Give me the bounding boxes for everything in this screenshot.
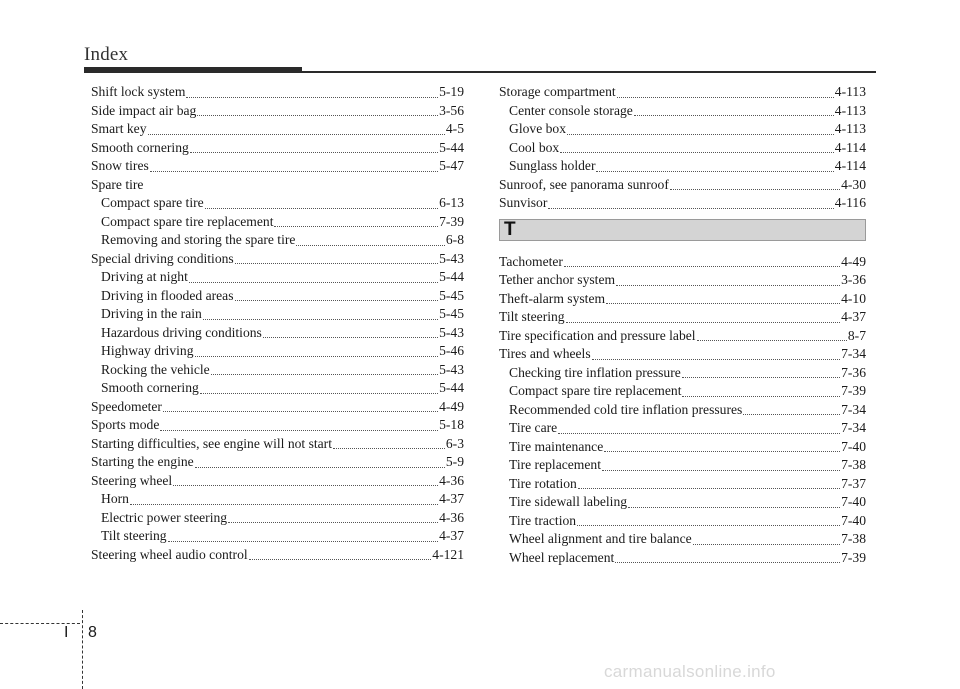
dot-leader	[670, 188, 840, 190]
dot-leader	[168, 540, 438, 542]
entry-page-ref: 7-39	[439, 213, 464, 229]
index-entry	[91, 139, 464, 158]
entry-label: Checking tire inflation pressure	[509, 364, 681, 380]
entry-label: Sunroof, see panorama sunroof	[499, 176, 669, 192]
entry-page-ref: 4-30	[841, 176, 866, 192]
index-entry	[499, 176, 866, 195]
index-column-left	[91, 83, 464, 564]
entry-label: Tire care	[509, 420, 558, 435]
index-entry	[91, 435, 464, 454]
dot-leader	[548, 207, 833, 209]
entry-page-ref: 4-116	[834, 195, 866, 210]
entry-page-ref: 4-113	[834, 121, 866, 136]
entry-label: Glove box	[509, 121, 567, 136]
entry-label: Horn	[101, 491, 129, 506]
entry-page-ref: 6-13	[439, 195, 464, 210]
index-entry	[499, 271, 866, 290]
index-entry	[91, 546, 464, 565]
entry-label: Tachometer	[499, 253, 563, 269]
index-entry	[499, 290, 866, 309]
index-subentry	[91, 342, 464, 361]
entry-label: Tether anchor system	[499, 272, 616, 287]
index-entry	[499, 327, 866, 346]
entry-label: Smooth cornering	[91, 139, 189, 155]
dot-leader	[205, 207, 438, 209]
entry-page-ref: 5-19	[439, 84, 464, 99]
dot-leader	[263, 336, 438, 338]
entry-label: Spare tire	[91, 176, 144, 192]
entry-page-ref: 4-10	[841, 290, 866, 306]
entry-label: Starting difficulties, see engine will not start	[91, 435, 332, 451]
entry-page-ref: 7-34	[841, 346, 866, 361]
entry-page-ref: 5-46	[439, 343, 464, 358]
entry-label: Electric power steering	[101, 509, 228, 525]
dot-leader	[211, 373, 438, 375]
dot-leader	[578, 487, 840, 489]
index-subentry	[91, 490, 464, 509]
entry-page-ref: 4-114	[834, 139, 866, 155]
header-rule	[84, 71, 876, 73]
dot-leader	[615, 561, 840, 563]
entry-label: Steering wheel audio control	[91, 546, 248, 562]
dot-leader	[189, 281, 438, 283]
dot-leader	[186, 96, 438, 98]
dot-leader	[190, 151, 438, 153]
dot-leader	[163, 410, 438, 412]
index-subentry	[91, 194, 464, 213]
index-subentry	[499, 382, 866, 401]
dot-leader	[682, 376, 840, 378]
entry-label: Tire replacement	[509, 457, 601, 472]
dot-leader	[197, 114, 438, 116]
entry-page-ref: 6-8	[445, 232, 464, 247]
entry-label: Sunglass holder	[509, 158, 596, 173]
entry-label: Snow tires	[91, 158, 149, 173]
entry-page-ref: 7-34	[841, 401, 866, 417]
entry-label: Smooth cornering	[101, 380, 199, 395]
watermark: carmanualsonline.info	[604, 662, 776, 681]
entry-page-ref: 7-39	[841, 549, 866, 565]
entry-label: Tire sidewall labeling	[509, 494, 628, 509]
dot-leader	[634, 114, 834, 116]
index-subentry	[499, 120, 866, 139]
entry-label: Smart key	[91, 121, 147, 136]
dot-leader	[558, 432, 840, 434]
entry-label: Tire maintenance	[509, 438, 604, 454]
entry-label: Cool box	[509, 139, 560, 155]
entry-page-ref: 7-38	[841, 457, 866, 472]
entry-page-ref: 5-45	[439, 306, 464, 321]
section-header-t	[499, 219, 866, 241]
index-subentry	[91, 305, 464, 324]
index-subentry	[91, 268, 464, 287]
entry-page-ref: 5-43	[439, 324, 464, 340]
entry-page-ref: 7-40	[841, 494, 866, 509]
index-subentry	[499, 549, 866, 568]
entry-label: Sports mode	[91, 417, 160, 432]
index-entry	[91, 472, 464, 491]
entry-page-ref: 4-113	[834, 84, 866, 99]
entry-label: Driving in flooded areas	[101, 287, 234, 303]
dot-leader	[173, 484, 438, 486]
entry-label: Tire traction	[509, 512, 577, 528]
dot-leader	[616, 284, 840, 286]
entry-page-ref: 7-38	[841, 531, 866, 546]
entry-label: Hazardous driving conditions	[101, 324, 262, 340]
dot-leader	[130, 503, 438, 505]
index-subentry	[499, 102, 866, 121]
entry-label: Tire specification and pressure label	[499, 327, 696, 343]
index-subentry	[91, 213, 464, 232]
entry-label: Storage compartment	[499, 84, 616, 99]
entry-page-ref: 5-45	[439, 287, 464, 303]
entry-page-ref: 4-37	[439, 491, 464, 506]
entry-page-ref: 7-39	[841, 383, 866, 398]
entry-page-ref: 7-40	[841, 512, 866, 528]
entry-label: Theft-alarm system	[499, 290, 606, 306]
entry-page-ref: 4-114	[834, 158, 866, 173]
index-entry	[499, 83, 866, 102]
entry-page-ref: 5-18	[439, 417, 464, 432]
index-subentry	[91, 287, 464, 306]
dot-leader	[560, 151, 834, 153]
dot-leader	[203, 318, 438, 320]
dot-leader	[693, 543, 840, 545]
index-subentry	[499, 419, 866, 438]
entry-page-ref: 4-49	[439, 398, 464, 414]
dot-leader	[200, 392, 438, 394]
entry-page-ref: 6-3	[445, 435, 464, 451]
entry-label: Tilt steering	[499, 309, 565, 324]
page-number: 8	[88, 624, 97, 641]
dot-leader	[235, 299, 439, 301]
dot-leader	[195, 355, 439, 357]
entry-label: Wheel alignment and tire balance	[509, 531, 692, 546]
index-entry	[91, 120, 464, 139]
entry-page-ref: 3-36	[841, 272, 866, 287]
dot-leader	[602, 469, 840, 471]
dot-leader	[564, 265, 840, 267]
index-entry	[499, 194, 866, 213]
index-subentry	[499, 456, 866, 475]
dot-leader	[743, 413, 840, 415]
index-entry	[91, 250, 464, 269]
entry-label: Wheel replacement	[509, 549, 615, 565]
dot-leader	[567, 133, 834, 135]
dot-leader	[150, 170, 438, 172]
dot-leader	[592, 358, 840, 360]
index-subentry	[499, 493, 866, 512]
entry-page-ref: 5-44	[439, 139, 464, 155]
index-list-t	[499, 253, 866, 568]
entry-label: Compact spare tire replacement	[101, 213, 274, 229]
index-subentry	[499, 512, 866, 531]
entry-page-ref: 5-9	[445, 454, 464, 469]
entry-page-ref: 5-44	[439, 380, 464, 395]
entry-label: Starting the engine	[91, 454, 194, 469]
dot-leader	[596, 170, 833, 172]
entry-label: Steering wheel	[91, 472, 173, 488]
index-subentry	[499, 157, 866, 176]
dot-leader	[682, 395, 840, 397]
dot-leader	[577, 524, 840, 526]
index-subentry	[91, 361, 464, 380]
index-subentry	[91, 324, 464, 343]
entry-page-ref: 4-36	[439, 509, 464, 525]
index-column-right	[499, 83, 866, 567]
index-subentry	[91, 379, 464, 398]
entry-label: Recommended cold tire inflation pressures	[509, 401, 743, 417]
entry-page-ref: 5-43	[439, 361, 464, 377]
entry-label: Driving in the rain	[101, 306, 202, 321]
index-subentry	[499, 364, 866, 383]
dot-leader	[606, 302, 840, 304]
index-subentry	[499, 401, 866, 420]
dot-leader	[566, 321, 840, 323]
index-subentry	[91, 231, 464, 250]
entry-label: Center console storage	[509, 102, 633, 118]
dot-leader	[628, 506, 840, 508]
footer-vertical-rule	[82, 610, 83, 689]
entry-page-ref: 4-37	[439, 528, 464, 543]
index-entry	[91, 416, 464, 435]
entry-page-ref: 7-40	[841, 438, 866, 454]
entry-label: Tires and wheels	[499, 346, 591, 361]
index-entry	[91, 102, 464, 121]
index-entry	[91, 83, 464, 102]
entry-page-ref: 5-47	[439, 158, 464, 173]
index-list-s-continued	[499, 83, 866, 213]
entry-label: Speedometer	[91, 398, 162, 414]
index-entry	[91, 398, 464, 417]
index-entry	[91, 176, 464, 195]
dot-leader	[697, 339, 847, 341]
entry-label: Removing and storing the spare tire	[101, 232, 296, 247]
index-entry	[499, 308, 866, 327]
dot-leader	[604, 450, 840, 452]
dot-leader	[228, 521, 438, 523]
dot-leader	[160, 429, 438, 431]
entry-label: Tilt steering	[101, 528, 167, 543]
index-subentry	[91, 527, 464, 546]
index-entry	[499, 253, 866, 272]
dot-leader	[235, 262, 438, 264]
entry-page-ref: 4-36	[439, 472, 464, 488]
index-entry	[91, 453, 464, 472]
entry-page-ref: 4-113	[834, 102, 866, 118]
index-subentry	[91, 509, 464, 528]
dot-leader	[195, 466, 445, 468]
dot-leader	[333, 447, 445, 449]
index-subentry	[499, 139, 866, 158]
entry-page-ref: 8-7	[847, 327, 866, 343]
entry-label: Tire rotation	[509, 475, 577, 491]
dot-leader	[296, 244, 444, 246]
section-letter: T	[504, 218, 516, 240]
entry-page-ref: 7-36	[841, 364, 866, 380]
index-entry	[499, 345, 866, 364]
index-subentry	[499, 438, 866, 457]
entry-page-ref: 4-5	[445, 121, 464, 136]
index-subentry	[499, 530, 866, 549]
footer-section-label: I	[64, 624, 69, 641]
entry-label: Shift lock system	[91, 84, 186, 99]
entry-label: Special driving conditions	[91, 250, 234, 266]
dot-leader	[274, 225, 438, 227]
entry-page-ref: 5-43	[439, 250, 464, 266]
entry-label: Side impact air bag	[91, 102, 197, 118]
entry-label: Compact spare tire replacement	[509, 383, 682, 398]
entry-page-ref: 4-121	[432, 546, 464, 562]
entry-page-ref: 7-37	[841, 475, 866, 491]
entry-page-ref: 5-44	[439, 269, 464, 284]
entry-page-ref: 4-49	[841, 253, 866, 269]
index-subentry	[499, 475, 866, 494]
dot-leader	[617, 96, 834, 98]
entry-label: Sunvisor	[499, 195, 548, 210]
entry-page-ref: 7-34	[841, 420, 866, 435]
index-entry	[91, 157, 464, 176]
entry-page-ref: 4-37	[841, 309, 866, 324]
entry-label: Highway driving	[101, 343, 194, 358]
entry-label: Compact spare tire	[101, 195, 204, 210]
dot-leader	[148, 133, 445, 135]
page-title: Index	[84, 44, 129, 65]
entry-label: Rocking the vehicle	[101, 361, 210, 377]
entry-label: Driving at night	[101, 269, 188, 284]
dot-leader	[249, 558, 432, 560]
entry-page-ref: 3-56	[439, 102, 464, 118]
